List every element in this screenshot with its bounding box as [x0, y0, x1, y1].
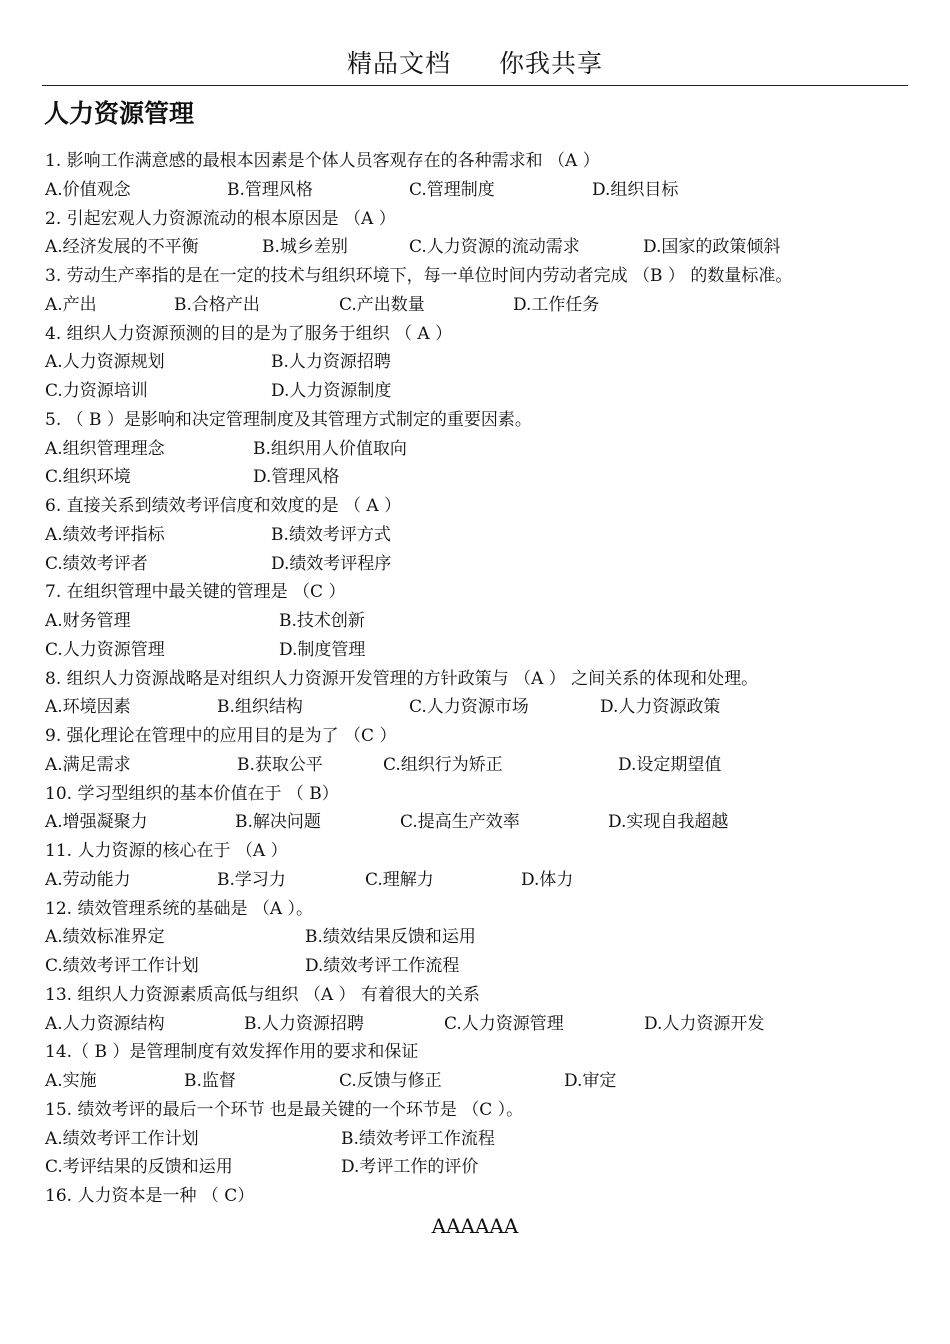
header-right-text: 你我共享: [499, 49, 604, 78]
answer-option: C.组织环境: [45, 467, 131, 488]
answer-option: B.获取公平: [237, 754, 323, 775]
answer-option: B.监督: [184, 1071, 236, 1091]
question-text: 4. 组织人力资源预测的目的是为了服务于组织 （ A ）: [45, 323, 453, 344]
answer-option: A.环境因素: [45, 697, 131, 718]
question-text: 9. 强化理论在管理中的应用目的是为了 （C ）: [45, 726, 397, 746]
page-header: [0, 44, 950, 80]
answer-option: C.组织行为矫正: [383, 754, 503, 775]
answer-option: C.力资源培训: [45, 381, 148, 401]
answer-option: A.人力资源结构: [45, 1013, 165, 1034]
answer-option: A.满足需求: [45, 754, 131, 775]
answer-option: D.人力资源开发: [644, 1013, 765, 1034]
answer-option: B.绩效考评方式: [271, 524, 391, 545]
answer-option: C.反馈与修正: [339, 1071, 442, 1091]
answer-option: A.财务管理: [45, 611, 131, 631]
answer-option: C.人力资源管理: [444, 1013, 564, 1034]
answer-option: D.人力资源政策: [600, 697, 721, 718]
answer-option: A.增强凝聚力: [45, 812, 148, 833]
answer-option: A.绩效标准界定: [45, 927, 165, 948]
answer-option: C.提高生产效率: [400, 812, 520, 833]
answer-option: C.人力资源的流动需求: [409, 237, 580, 258]
answer-option: B.组织用人价值取向: [253, 438, 407, 459]
answer-option: D.考评工作的评价: [341, 1157, 479, 1178]
question-text: 16. 人力资本是一种 （ C）: [45, 1186, 255, 1206]
answer-option: B.技术创新: [279, 611, 365, 631]
answer-option: B.合格产出: [174, 294, 260, 315]
answer-option: C.人力资源管理: [45, 639, 165, 660]
answer-option: B.绩效考评工作流程: [341, 1128, 495, 1149]
answer-option: B.学习力: [217, 869, 286, 890]
question-text: 7. 在组织管理中最关键的管理是 （C ）: [45, 582, 346, 603]
answer-option: A.绩效考评工作计划: [45, 1128, 199, 1149]
answer-option: C.管理制度: [409, 179, 495, 200]
answer-option: D.工作任务: [513, 294, 600, 315]
answer-option: B.人力资源招聘: [271, 352, 391, 373]
question-text: 1. 影响工作满意感的最根本因素是个体人员客观存在的各种需求和 （A ）: [45, 151, 600, 171]
answer-option: C.考评结果的反馈和运用: [45, 1157, 233, 1178]
header-left-text: 精品文档: [346, 49, 451, 78]
answer-option: D.绩效考评程序: [271, 553, 392, 574]
question-text: 13. 组织人力资源素质高低与组织 （A ） 有着很大的关系: [45, 984, 480, 1005]
question-text: 3. 劳动生产率指的是在一定的技术与组织环境下，每一单位时间内劳动者完成 （B ） 的数量标准。: [45, 266, 793, 286]
answer-option: D.绩效考评工作流程: [305, 956, 460, 976]
answer-option: C.绩效考评者: [45, 553, 148, 574]
answer-option: C.理解力: [365, 869, 434, 890]
question-text: 5. （ B ）是影响和决定管理制度及其管理方式制定的重要因素。: [45, 409, 532, 430]
question-text: 15. 绩效考评的最后一个环节 也是最关键的一个环节是 （C ）。: [45, 1099, 524, 1120]
answer-option: A.产出: [45, 294, 97, 315]
answer-option: D.管理风格: [253, 467, 340, 488]
answer-option: B.组织结构: [217, 697, 303, 718]
answer-option: D.组织目标: [592, 179, 679, 200]
question-text: 2. 引起宏观人力资源流动的根本原因是 （A ）: [45, 208, 396, 229]
answer-option: A.实施: [45, 1071, 97, 1091]
answer-option: A.经济发展的不平衡: [45, 237, 199, 258]
answer-option: B.人力资源招聘: [244, 1013, 364, 1034]
answer-option: B.绩效结果反馈和运用: [305, 927, 476, 948]
question-text: 14.（ B ）是管理制度有效发挥作用的要求和保证: [45, 1042, 419, 1063]
answer-option: D.国家的政策倾斜: [643, 237, 781, 258]
question-text: 10. 学习型组织的基本价值在于 （ B）: [45, 783, 339, 804]
question-text: 6. 直接关系到绩效考评信度和效度的是 （ A ）: [45, 496, 402, 516]
header-rule: [42, 85, 908, 86]
answer-option: A.劳动能力: [45, 869, 131, 890]
question-text: 11. 人力资源的核心在于 （A ）: [45, 841, 288, 861]
answer-option: A.人力资源规划: [45, 352, 165, 373]
answer-option: C.产出数量: [339, 294, 425, 315]
answer-option: A.绩效考评指标: [45, 524, 165, 545]
answer-option: B.管理风格: [227, 179, 313, 200]
answer-option: A.组织管理理念: [45, 438, 165, 459]
page-title: 人力资源管理: [44, 99, 195, 128]
answer-option: D.体力: [521, 869, 574, 890]
answer-option: D.设定期望值: [618, 754, 722, 775]
answer-option: A.价值观念: [45, 179, 131, 200]
page-footer: AAAAAA: [431, 1214, 519, 1238]
answer-option: B.解决问题: [235, 812, 321, 833]
answer-option: D.制度管理: [279, 639, 366, 660]
question-text: 8. 组织人力资源战略是对组织人力资源开发管理的方针政策与 （A ） 之间关系的体现和处理。: [45, 668, 759, 689]
answer-option: D.实现自我超越: [608, 812, 729, 833]
answer-option: C.绩效考评工作计划: [45, 956, 199, 976]
question-text: 12. 绩效管理系统的基础是 （A ）。: [45, 898, 314, 919]
answer-option: D.审定: [564, 1071, 617, 1091]
answer-option: C.人力资源市场: [409, 697, 529, 718]
answer-option: B.城乡差别: [262, 237, 348, 258]
answer-option: D.人力资源制度: [271, 381, 392, 401]
